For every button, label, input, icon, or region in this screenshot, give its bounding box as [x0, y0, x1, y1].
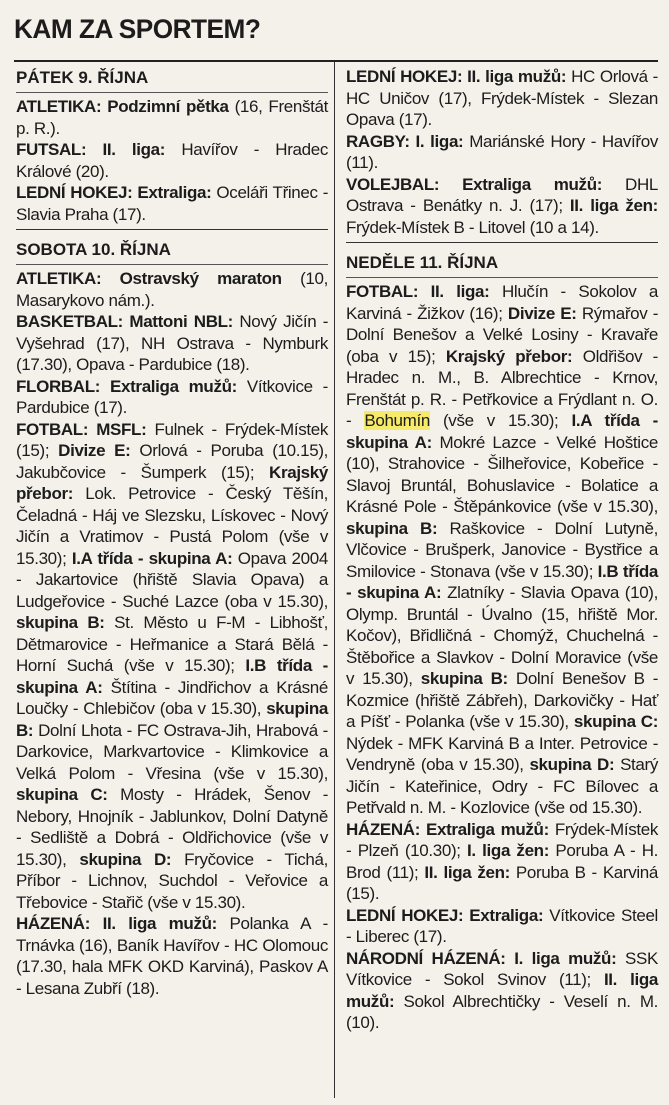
listing-text: Mokré Lazce - Velké Hoštice (10), Strahovice - Šilheřovice, Kobeřice - Slavoj Bruntál, Bohuslavice - Bolatice a Krásné Pole - Štěpánkovice (vše v 15.30),	[346, 432, 658, 516]
bold-label: Divize E:	[507, 303, 577, 323]
bold-label: FLORBAL: Extraliga mužů:	[16, 376, 237, 396]
listing-text: Mosty - Hrádek, Šenov - Nebory, Hnojník - Jablunkov, Dolní Datyně - Sedliště a Dobrá - Oldřichovice (vše v 15.30),	[16, 785, 329, 869]
bold-label: LEDNÍ HOKEJ: Extraliga:	[346, 905, 544, 925]
bold-label: II. liga žen:	[424, 862, 510, 882]
listing-entry	[16, 311, 328, 376]
bold-label: skupina C:	[16, 785, 108, 804]
listing-text: Frýdek-Místek B - Litovel (10 a 14).	[346, 217, 599, 237]
day-heading: PÁTEK 9. ŘÍJNA	[16, 66, 328, 93]
listing-entry	[16, 419, 328, 914]
listing-entry	[346, 819, 658, 905]
title-rule	[14, 60, 658, 62]
listing-entry	[346, 131, 658, 174]
listing-text: Poruba B - Karviná (15).	[346, 862, 659, 903]
section-separator	[16, 229, 328, 230]
listing-text: Fulnek - Frýdek-Místek (15);	[16, 419, 328, 460]
day-section-friday	[16, 66, 328, 225]
listing-text: (vše v 15.30);	[429, 411, 572, 430]
listing-entry	[16, 913, 328, 999]
right-column	[346, 66, 658, 1034]
listing-text: Zlatníky - Slavia Opava (10), Olymp. Bruntál - Úvalno (15, hřiště Mor. Kočov), Břidličná - Chomýž, Chuchelná - Štěbořice a Slavkov - Dolní Moravice (vše v 15.30),	[346, 583, 658, 688]
section-separator	[346, 242, 658, 243]
bold-label: I.B třída - skupina A:	[346, 561, 658, 602]
listing-entry	[16, 268, 328, 311]
bold-label: RAGBY: I. liga:	[346, 131, 464, 151]
listing-text: Oceláři Třinec - Slavia Praha (17).	[16, 183, 328, 224]
day-heading: NEDĚLE 11. ŘÍJNA	[346, 251, 658, 278]
listing-text: Hlučín - Sokolov a Karviná - Žižkov (16);	[346, 282, 659, 323]
listing-text: Dolní Lhota - FC Ostrava-Jih, Hrabová - Darkovice, Markvartovice - Klimkovice a Velká Polom - Vřesina (vše v 15.30),	[16, 720, 328, 783]
listing-text: Opava 2004 - Jakartovice (hřiště Slavia Opava) a Ludgeřovice - Suché Lazce (oba v 15.30),	[16, 548, 328, 611]
listing-text: St. Město u F-M - Libhošť, Dětmarovice - Heřmanice a Stará Bělá - Horní Suchá (vše v 15.30);	[16, 613, 328, 675]
bold-label: Krajský přebor:	[445, 346, 573, 366]
bold-label: FUTSAL: II. liga:	[16, 140, 166, 159]
listing-entry	[16, 376, 328, 419]
bold-label: ATLETIKA: Ostravský maraton	[16, 269, 282, 288]
bold-label: II. liga žen:	[569, 196, 658, 215]
bold-label: ATLETIKA: Podzimní pětka	[16, 97, 229, 116]
listing-entry	[16, 182, 328, 225]
bold-label: HÁZENÁ: II. liga mužů:	[16, 914, 217, 933]
highlighted-text: Bohumín	[364, 411, 430, 430]
listing-text: Fryčovice - Tichá, Příbor - Lichnov, Suchdol - Veřovice a Třebovice - Stařič (vše v 15.30).	[16, 849, 328, 912]
day-heading: SOBOTA 10. ŘÍJNA	[16, 238, 328, 265]
listing-text: Polanka A - Trnávka (16), Baník Havířov - HC Olomouc (17.30, hala MFK OKD Karviná), Paskov A - Lesana Zubří (18).	[16, 914, 328, 998]
listing-text: Frýdek-Místek - Plzeň (10.30);	[346, 819, 658, 860]
bold-label: skupina C:	[573, 712, 659, 731]
day-section-sunday	[346, 251, 658, 1034]
listing-text: HC Orlová - HC Uničov (17), Frýdek-Místek - Slezan Opava (17).	[346, 67, 658, 129]
listing-text: Dolní Benešov B - Kozmice (hřiště Zábřeh), Darkovičky - Hať a Píšť - Polanka (vše v 15.30),	[346, 669, 659, 731]
bold-label: skupina D:	[79, 849, 172, 869]
listing-text: (10, Masarykovo nám.).	[16, 269, 328, 310]
listing-text: Štítina - Jindřichov a Krásné Loučky - Chlebičov (oba v 15.30),	[16, 677, 328, 718]
listing-entry	[346, 905, 658, 948]
bold-label: FOTBAL: II. liga:	[346, 282, 490, 301]
listing-text: Nýdek - MFK Karviná B a Inter. Petrovice - Vendryně (oba v 15.30),	[346, 733, 658, 774]
bold-label: II. liga mužů:	[346, 970, 658, 1011]
listing-entry	[16, 96, 328, 139]
listing-text: Oldřišov - Hradec n. M., B. Albrechtice - Krnov, Frenštát p. R. - Petřkovice a Frýdlant n. O. -	[346, 346, 658, 430]
bold-label: skupina B:	[16, 699, 328, 740]
bold-label: LEDNÍ HOKEJ: II. liga mužů:	[346, 67, 567, 86]
listing-text: Starý Jičín - Kateřinice, Odry - FC Bílovec a Petřvald n. M. - Kozlovice (vše od 15.30).	[346, 755, 658, 817]
bold-label: I. liga žen:	[467, 841, 550, 860]
bold-label: Divize E:	[58, 441, 131, 460]
day-section-saturday	[16, 238, 328, 999]
column-divider	[334, 62, 335, 1098]
page-title: KAM ZA SPORTEM?	[14, 14, 261, 44]
listing-text: Orlová - Poruba (10.15), Jakubčovice - Šumperk (15);	[16, 441, 328, 482]
listing-entry	[346, 948, 658, 1034]
bold-label: FOTBAL: MSFL:	[16, 419, 147, 439]
listing-entry	[346, 174, 658, 239]
listing-entry	[346, 281, 658, 819]
bold-label: Krajský přebor:	[16, 462, 328, 503]
listing-text: Mariánské Hory - Havířov (11).	[346, 131, 658, 172]
listing-text: Vítkovice Steel - Liberec (17).	[346, 905, 658, 946]
listing-text: Nový Jičín - Vyšehrad (17), NH Ostrava - Nymburk (17.30), Opava - Pardubice (18).	[16, 312, 329, 374]
bold-label: skupina D:	[529, 755, 615, 774]
listing-text: Sokol Albrechtičky - Veselí n. M. (10).	[346, 991, 658, 1032]
listing-text: DHL Ostrava - Benátky n. J. (17);	[346, 174, 658, 215]
bold-label: VOLEJBAL: Extraliga mužů:	[346, 174, 603, 194]
bold-label: NÁRODNÍ HÁZENÁ: I. liga mužů:	[346, 948, 617, 968]
bold-label: skupina B:	[16, 613, 105, 632]
listing-text: Raškovice - Dolní Lutyně, Vlčovice - Brušperk, Janovice - Bystřice a Smilovice - Stonava (vše v 15.30);	[346, 518, 659, 581]
bold-label: skupina B:	[346, 518, 438, 538]
bold-label: LEDNÍ HOKEJ: Extraliga:	[16, 183, 212, 202]
bold-label: skupina B:	[420, 669, 508, 688]
bold-label: I.A třída - skupina A:	[71, 548, 233, 568]
listing-text: Vítkovice - Pardubice (17).	[16, 376, 328, 417]
listing-entry	[346, 66, 658, 131]
bold-label: BASKETBAL: Mattoni NBL:	[16, 312, 233, 331]
bold-label: I.A třída - skupina A:	[346, 411, 658, 452]
listing-text: Poruba A - H. Brod (11);	[346, 841, 659, 882]
listing-text: SSK Vítkovice - Sokol Svinov (11);	[346, 948, 659, 989]
bold-label: HÁZENÁ: Extraliga mužů:	[346, 819, 549, 839]
day-section-saturday-continued	[346, 66, 658, 238]
left-column	[16, 66, 328, 999]
listing-text: Lok. Petrovice - Český Těšín, Čeladná - Háj ve Slezsku, Lískovec - Nový Jičín a Vratimov - Pustá Polom (vše v 15.30);	[16, 484, 328, 568]
listing-text: Rýmařov - Dolní Benešov a Velké Losiny - Kravaře (oba v 15);	[346, 303, 659, 366]
listing-text: Havířov - Hradec Králové (20).	[16, 140, 328, 181]
listing-entry	[16, 139, 328, 182]
bold-label: I.B třída - skupina A:	[16, 656, 328, 697]
listing-text: (16, Frenštát p. R.).	[16, 97, 328, 138]
